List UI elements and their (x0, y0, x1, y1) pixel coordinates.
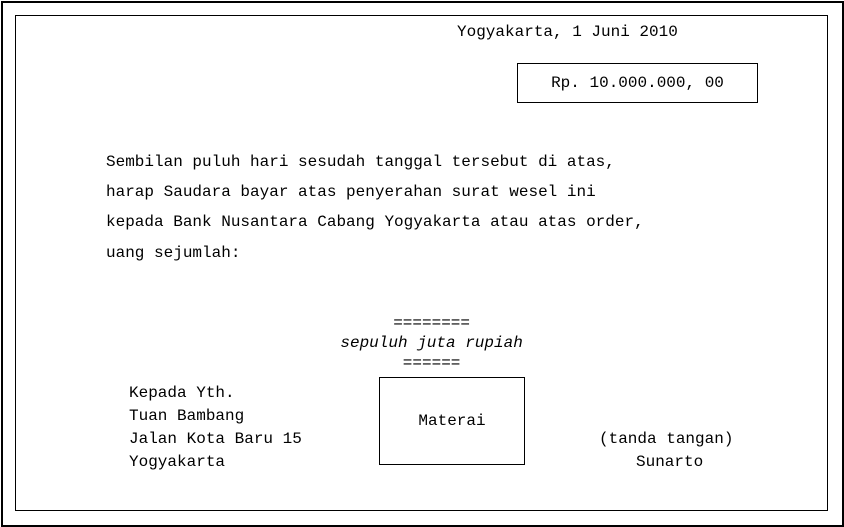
signature-note: (tanda tangan) (599, 430, 734, 448)
place-and-date: Yogyakarta, 1 Juni 2010 (457, 23, 678, 41)
amount-in-words-text: sepuluh juta rupiah (340, 334, 523, 352)
amount-in-words (0, 293, 844, 373)
amount-box (517, 63, 758, 103)
revenue-stamp-box (379, 377, 525, 465)
addressee-line-1: Kepada Yth. (129, 384, 235, 402)
addressee-line-2: Tuan Bambang (129, 407, 245, 425)
amount-in-words-right-bar: ====== (402, 354, 461, 372)
addressee-line-3: Jalan Kota Baru 15 (129, 430, 302, 448)
body-line-2: harap Saudara bayar atas penyerahan surat wesel ini (106, 183, 596, 201)
addressee-line-4: Yogyakarta (129, 453, 226, 471)
body-line-1: Sembilan puluh hari sesudah tanggal tersebut di atas, (106, 153, 615, 171)
amount-figure: Rp. 10.000.000, 00 (551, 74, 724, 92)
body-line-4: uang sejumlah: (106, 244, 241, 262)
amount-in-words-left-bar: ======== (393, 314, 470, 332)
signer-name: Sunarto (636, 453, 704, 471)
revenue-stamp-label: Materai (418, 412, 486, 430)
body-line-3: kepada Bank Nusantara Cabang Yogyakarta atau atas order, (106, 213, 644, 231)
